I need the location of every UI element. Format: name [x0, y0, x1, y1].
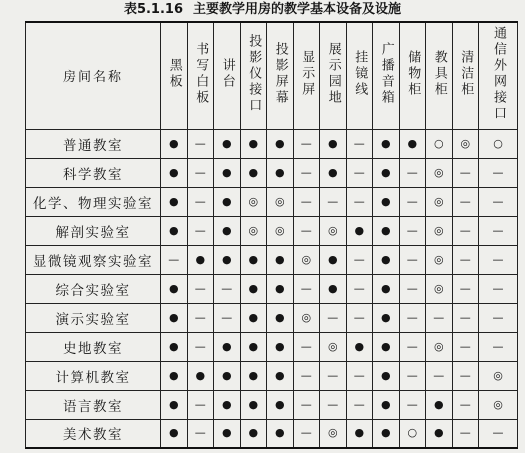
table-cell: ◎	[426, 274, 453, 303]
table-cell: ◎	[320, 216, 347, 245]
table-cell: ●	[426, 419, 453, 448]
table-cell: —	[399, 158, 426, 187]
table-cell: —	[346, 303, 373, 332]
table-cell: ●	[399, 129, 426, 158]
table-cell: —	[187, 390, 214, 419]
table-cell: ●	[346, 332, 373, 361]
table-cell: —	[399, 361, 426, 390]
column-header	[267, 22, 294, 129]
table-cell: ●	[373, 216, 400, 245]
table-cell: —	[452, 332, 479, 361]
table-cell: —	[187, 332, 214, 361]
table-cell: —	[187, 129, 214, 158]
table-cell: —	[479, 158, 518, 187]
column-header-label: 通信外网接口	[491, 25, 506, 122]
table-cell: ◎	[426, 332, 453, 361]
room-name: 计算机教室	[26, 361, 161, 390]
table-cell: ●	[161, 274, 188, 303]
table-cell: ●	[214, 332, 241, 361]
table-cell: ●	[240, 361, 267, 390]
table-cell: —	[346, 245, 373, 274]
table-cell: ●	[320, 129, 347, 158]
table-cell: ●	[346, 216, 373, 245]
table-cell: ◎	[240, 187, 267, 216]
table-cell: —	[399, 390, 426, 419]
table-cell: ◎	[426, 158, 453, 187]
table-cell: —	[426, 303, 453, 332]
column-header-label: 储物柜	[405, 49, 421, 98]
table-cell: ●	[240, 245, 267, 274]
table-cell: ●	[161, 303, 188, 332]
header-row	[26, 22, 518, 129]
column-header-label: 投影屏幕	[272, 41, 288, 106]
table-cell: —	[187, 158, 214, 187]
table-cell: ●	[267, 129, 294, 158]
table-cell: —	[293, 187, 320, 216]
table-cell: ●	[320, 245, 347, 274]
column-header	[240, 22, 267, 129]
table-cell: ◎	[426, 245, 453, 274]
table-cell: ●	[161, 390, 188, 419]
table-cell: ●	[240, 332, 267, 361]
table-cell: ●	[373, 158, 400, 187]
table-cell: —	[399, 245, 426, 274]
column-header-label: 展示园地	[325, 41, 341, 106]
column-header-label: 清洁柜	[458, 49, 474, 98]
table-cell: —	[399, 187, 426, 216]
table-cell: —	[452, 419, 479, 448]
table-cell: ●	[240, 129, 267, 158]
table-cell: —	[293, 274, 320, 303]
table-cell: ◎	[479, 361, 518, 390]
column-header-label: 投影仪接口	[246, 33, 262, 114]
table-cell: ◎	[320, 332, 347, 361]
table-cell: —	[214, 303, 241, 332]
table-cell: —	[479, 245, 518, 274]
table-cell: —	[452, 274, 479, 303]
table-cell: ●	[373, 274, 400, 303]
table-cell: ●	[373, 129, 400, 158]
table-cell: —	[346, 390, 373, 419]
table-cell: —	[293, 419, 320, 448]
table-cell: ●	[373, 332, 400, 361]
table-cell: —	[452, 245, 479, 274]
column-header	[373, 22, 400, 129]
table-cell: —	[187, 187, 214, 216]
table-cell: —	[293, 158, 320, 187]
table-cell: ●	[240, 274, 267, 303]
table-cell: —	[452, 303, 479, 332]
table-cell: ●	[267, 419, 294, 448]
table-cell: —	[187, 216, 214, 245]
table-cell: ○	[479, 129, 518, 158]
table-cell: ●	[214, 419, 241, 448]
table-row	[26, 303, 518, 332]
room-name: 科学教室	[26, 158, 161, 187]
table-cell: —	[346, 361, 373, 390]
table-cell: ●	[267, 303, 294, 332]
table-cell: —	[346, 129, 373, 158]
column-header-label: 黑板	[166, 57, 182, 90]
table-row	[26, 129, 518, 158]
room-name: 综合实验室	[26, 274, 161, 303]
table-cell: ◎	[426, 187, 453, 216]
table-cell: ◎	[426, 216, 453, 245]
column-header-label: 讲台	[219, 57, 235, 90]
column-header-label: 挂镜线	[352, 49, 368, 98]
room-name: 史地教室	[26, 332, 161, 361]
table-cell: ◎	[320, 419, 347, 448]
row-header-label: 房间名称	[62, 70, 123, 86]
table-cell: —	[452, 361, 479, 390]
table-cell: ●	[426, 390, 453, 419]
table-cell: ●	[214, 216, 241, 245]
table-cell: —	[479, 419, 518, 448]
table-cell: —	[479, 187, 518, 216]
table-cell: ●	[240, 390, 267, 419]
table-body	[26, 129, 518, 448]
room-name: 演示实验室	[26, 303, 161, 332]
table-cell: ●	[373, 303, 400, 332]
table-cell: ●	[187, 245, 214, 274]
column-header-label: 教具柜	[431, 49, 447, 98]
table-cell: ●	[267, 158, 294, 187]
table-cell: ●	[214, 187, 241, 216]
table-cell: ●	[320, 274, 347, 303]
table-cell: —	[320, 303, 347, 332]
table-cell: ●	[214, 129, 241, 158]
table-cell: ●	[240, 158, 267, 187]
table-title	[0, 2, 525, 18]
table-cell: ◎	[293, 303, 320, 332]
column-header	[214, 22, 241, 129]
table-cell: ●	[214, 245, 241, 274]
column-header	[399, 22, 426, 129]
table-cell: —	[399, 303, 426, 332]
room-name: 普通教室	[26, 129, 161, 158]
table-row	[26, 245, 518, 274]
table-cell: —	[426, 361, 453, 390]
table-cell: —	[479, 332, 518, 361]
table-cell: —	[452, 390, 479, 419]
table-cell: ●	[240, 303, 267, 332]
table-row	[26, 216, 518, 245]
table-cell: ●	[267, 390, 294, 419]
table-row	[26, 419, 518, 448]
table-cell: ◎	[479, 390, 518, 419]
table-cell: —	[293, 390, 320, 419]
table-cell: —	[346, 274, 373, 303]
table-cell: —	[452, 216, 479, 245]
table-cell: ●	[373, 245, 400, 274]
table-row	[26, 390, 518, 419]
table-cell: ●	[214, 390, 241, 419]
table-cell: ●	[214, 361, 241, 390]
table-cell: ●	[267, 332, 294, 361]
row-header-cell	[26, 22, 161, 129]
table-cell: —	[399, 274, 426, 303]
table-cell: —	[346, 158, 373, 187]
table-cell: ◎	[240, 216, 267, 245]
column-header-label: 书写白板	[193, 41, 209, 106]
column-header	[346, 22, 373, 129]
table-cell: ●	[267, 274, 294, 303]
column-header	[161, 22, 188, 129]
column-header-label: 显示屏	[299, 49, 315, 98]
table-cell: ◎	[293, 245, 320, 274]
table-cell: —	[452, 158, 479, 187]
table-cell: ●	[373, 390, 400, 419]
table-cell: —	[187, 419, 214, 448]
table-cell: —	[320, 187, 347, 216]
table-cell: —	[320, 390, 347, 419]
table-cell: ●	[373, 419, 400, 448]
table-row	[26, 187, 518, 216]
table-cell: ◎	[267, 216, 294, 245]
table-cell: ●	[240, 419, 267, 448]
room-name: 语言教室	[26, 390, 161, 419]
table-row	[26, 274, 518, 303]
column-header	[479, 22, 518, 129]
table-cell: —	[479, 216, 518, 245]
table-cell: —	[479, 274, 518, 303]
table-cell: —	[293, 361, 320, 390]
table-row	[26, 158, 518, 187]
room-name: 解剖实验室	[26, 216, 161, 245]
table-cell: —	[187, 274, 214, 303]
table-cell: ○	[426, 129, 453, 158]
table-number: 表5.1.16	[123, 2, 184, 17]
room-name: 化学、物理实验室	[26, 187, 161, 216]
table-cell: —	[161, 245, 188, 274]
table-cell: ●	[161, 187, 188, 216]
table-cell: —	[399, 216, 426, 245]
table-cell: ●	[346, 419, 373, 448]
table-cell: ●	[161, 216, 188, 245]
table-cell: ●	[161, 361, 188, 390]
table-cell: ◎	[267, 187, 294, 216]
table-cell: —	[187, 303, 214, 332]
column-header	[320, 22, 347, 129]
table-cell: —	[320, 361, 347, 390]
table-cell: —	[214, 274, 241, 303]
table-cell: ●	[161, 158, 188, 187]
table-cell: —	[293, 216, 320, 245]
table-cell: ●	[320, 158, 347, 187]
table-cell: ●	[214, 158, 241, 187]
table-cell: ◎	[452, 129, 479, 158]
table-row	[26, 332, 518, 361]
table-cell: —	[293, 332, 320, 361]
table-cell: —	[452, 187, 479, 216]
table-cell: ○	[399, 419, 426, 448]
column-header	[452, 22, 479, 129]
table-cell: ●	[161, 332, 188, 361]
table-cell: ●	[161, 419, 188, 448]
table-caption: 主要教学用房的教学基本设备及设施	[193, 2, 402, 17]
table-cell: ●	[373, 187, 400, 216]
table-cell: ●	[187, 361, 214, 390]
table-cell: —	[399, 332, 426, 361]
column-header	[426, 22, 453, 129]
table-cell: ●	[267, 245, 294, 274]
room-name: 显微镜观察实验室	[26, 245, 161, 274]
column-header	[293, 22, 320, 129]
column-header-label: 广播音箱	[378, 41, 394, 106]
table-cell: ●	[373, 361, 400, 390]
table-cell: ●	[267, 361, 294, 390]
room-name: 美术教室	[26, 419, 161, 448]
equipment-table	[25, 21, 518, 449]
table-cell: ●	[161, 129, 188, 158]
table-cell: —	[293, 129, 320, 158]
table-row	[26, 361, 518, 390]
column-header	[187, 22, 214, 129]
table-cell: —	[479, 303, 518, 332]
table-cell: —	[346, 187, 373, 216]
